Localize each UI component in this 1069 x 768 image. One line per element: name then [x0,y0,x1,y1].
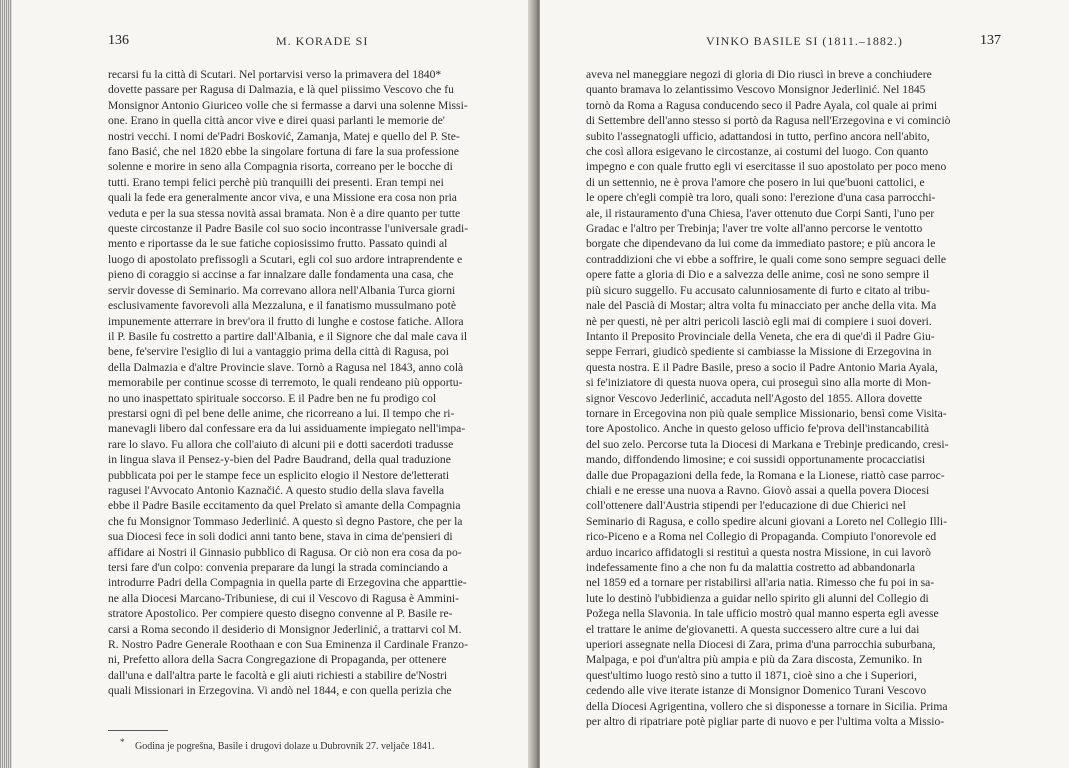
text-line: tersi fare d'un colpo: convenia preparare da lungi la strada cominciando a [108,561,448,574]
right-page [540,0,1069,768]
text-line: ebbe il Padre Basile eccitamento da quel Prelato sì amante della Compagnia [108,499,461,513]
text-line: pieno di coraggio si accinse a far innalzare dalle fondamenta una casa, che [108,268,454,282]
text-line: sua Diocesi fece in soli dodici anni tanto bene, stava in cima de'pensieri di [108,530,453,544]
text-line: Monsignor Antonio Giuriceo volle che si fermasse a darvi una solenne Missi- [108,98,468,112]
text-line: rico-Piceno e a Roma nel Collegio di Propaganda. Compiuto l'onorevole ed [586,530,937,544]
text-line: tutti. Erano tempi felici perchè più tranquilli dei presenti. Eran tempi nei [108,175,444,189]
text-line: più sicuro suggello. Fu accusato calunniosamente di furto e citato al tribu- [586,283,930,297]
text-line: ne alla Diocesi Marcano-Tribuniese, di cui il Vescovo di Ragusa è Ammini- [108,591,459,605]
text-line: tornò da Roma a Ragusa conducendo seco il Padre Ayala, col quale ai primi [586,98,938,112]
text-line: manevagli libero dal confessare era da lui assiduamente impiegato nell'impa- [108,422,466,436]
text-line: le opere ch'egli compiè tra loro, quali sono: l'erezione d'una casa parrocchi- [586,191,936,205]
footnote-text: Godina je pogrešna, Basile i drugovi dolaze u Dubrovnik 27. veljače 1841. [135,741,435,752]
text-line: impunemente atterrare in brev'ora il frutto di lunghe e costose fatiche. Allora [108,314,464,328]
text-line: questa nostra. E il Padre Basile, preso a socio il Padre Antonio Maria Ayala, [586,360,938,374]
left-body-text [108,67,523,699]
left-page-edge [0,0,12,768]
text-line: Gradac e l'altro per Trebinja; l'aver tre volte all'anno percorse le ventotto [586,222,923,236]
text-line: che fu Monsignor Tommaso Jederlinić. A questo sì degno Pastore, che per la [108,514,463,528]
text-line: solenne e morire in seno alla Compagnia risorta, correano per le bocche di [108,160,453,174]
text-line: esclusivamente favorevoli alla Mezzaluna, e il fanatismo mussulmano potè [108,299,457,313]
text-line: memorabile per continue scosse di terremoto, le quali rendeano più opportu- [108,376,463,390]
text-line: opere fatte a gloria di Dio e a salvezza delle anime, così ne sono sempre il [586,268,930,282]
text-line: nè per questi, nè per altri pericoli lasciò egli mai di compiere i suoi doveri. [586,314,932,328]
text-line: prestarsi ogni dì pel bene delle anime, che ricorreano a lui. Il tempo che ri- [108,406,455,420]
running-head-left: M. KORADE SI [276,34,369,48]
text-line: impegno e con quale frutto egli vi esercitasse il suo apostolato per poco meno [586,160,947,174]
text-line: uperiori assegnate nella Diocesi di Zara, prima d'una parrocchia suburbana, [586,638,936,652]
text-line: cedendo alle vive iterate istanze di Monsignor Domenico Turani Vescovo [586,684,927,698]
right-body-text [586,67,1024,729]
text-line: borgate che dipendevano da lui come da immediato pastore; e più ancora le [586,237,936,251]
text-line: dovette passare per Ragusa di Dalmazia, e là quel piissimo Vescovo che fu [108,83,454,97]
text-line: il P. Basile fu costretto a partire dall'Albania, e il Signore che dal male cava il [108,329,468,343]
footnote-marker: * [120,737,125,747]
text-line: arduo incarico affidatogli si restituì a questa nostra Missione, in cui lavorò [586,545,931,559]
text-line: di un settennio, ne è prova l'amore che posero in lui que'buoni cattolici, e [586,175,925,189]
text-line: servir dovesse di Seminario. Ma correvano allora nell'Albania Turca giorni [108,283,456,297]
text-line: dalle due Propagazioni della fede, la Romana e la Lionese, riattò case parroc- [586,468,945,482]
text-line: R. Nostro Padre Generale Roothaan e con Sua Eminenza il Cardinale Franzo- [108,638,468,652]
text-line: indefessamente fino a che non fu da malattia costretto ad abbandonarla [586,561,916,574]
text-line: nel 1859 ed a tornare per ristabilirsi all'aria natia. Rimesso che fu poi in sa- [586,576,935,590]
footnote [120,737,435,752]
footnote-rule [108,730,168,731]
text-line: Seminario di Ragusa, e collo spedire alcuni giovani a Loreto nel Collegio Illi- [586,514,947,528]
text-line: che così allora esigevano le circostanze, ai costumi del luogo. Con quanto [586,145,929,159]
text-line: ale, il ristauramento d'una Chiesa, l'aver ottenuto due Corpi Santi, l'uno per [586,206,935,220]
text-line: ni, Prefetto allora della Sacra Congregazione di Propaganda, per ottenere [108,653,447,667]
text-line: per altro di ripatriare potè pigliar parte di nuovo e per l'ultima volta a Missio- [586,715,945,729]
text-line: signor Vescovo Jederlinić, accaduta nell'Agosto del 1855. Allora dovette [586,391,923,405]
text-line: si fe'iniziatore di questa nuova opera, cui proseguì sino alla morte di Mon- [586,376,931,390]
text-line: chiali e ne eresse una nuova a Ravno. Giovò assai a quella povera Diocesi [586,483,930,497]
text-line: tornare in Ercegovina non più quale semplice Missionario, bensì come Visita- [586,406,947,420]
text-line: bene, fe'servire l'esiglio di lui a vantaggio prima della città di Ragusa, poi [108,345,449,359]
text-line: quest'ultimo luogo restò sino a tutto il 1871, cioè sino a che i Superiori, [586,668,917,682]
text-line: della Diocesi Agrigentina, vollero che si disponesse a tornare in Sicilia. Prima [586,699,948,713]
text-line: coll'ottenere dall'Austria stipendi per l'educazione di due Chierici nel [586,499,906,513]
text-line: el trattare le anime de'giovanetti. A questa successero altre cure a lui dai [586,622,920,636]
running-head-right: VINKO BASILE SI (1811.–1882.) [706,34,903,48]
page-number-right: 137 [980,33,1001,48]
text-line: mando, diffondendo limosine; e coi sussidi opportunamente procacciatisi [586,453,926,467]
text-line: one. Erano in quella città ancor vive e direi quasi parlanti le memorie de' [108,114,445,128]
text-line: nostri vecchi. I nomi de'Padri Bosković, Zamanja, Matej e quello del P. Ste- [108,129,460,143]
text-line: aveva nel maneggiare negozi di gloria di Dio riuscì in breve a conchiudere [586,68,932,81]
text-line: pubblicata poi per le stampe fece un esplicito elogio il Nestore de'letterati [108,468,450,482]
text-line: affidare ai Nostri il Ginnasio pubblico di Ragusa. Or ciò non era cosa da po- [108,545,462,559]
text-line: Intanto il Preposito Provinciale della Veneta, che era di que'dì il Padre Giu- [586,329,935,343]
text-line: quanto bramava lo zelantissimo Vescovo Monsignor Jederlinić. Nel 1845 [586,83,926,97]
text-line: seppe Ferrari, giudicò spediente si cambiasse la Missione di Erzegovina in [586,345,932,359]
text-line: della Dalmazia e d'altre Provincie slave. Tornò a Ragusa nel 1843, anno colà [108,360,464,374]
text-line: tore Apostolico. Anche in questo geloso ufficio fe'prova dell'instancabilità [586,422,929,436]
text-line: veduta e per la sua stessa novità assai bramata. Non è a dire quanto per tutte [108,206,461,220]
text-line: carsi a Roma secondo il desiderio di Monsignor Jederlinić, a trattarvi col M. [108,622,462,636]
text-line: quali la fede era generalmente ancor viva, e una Missione era cosa non pria [108,191,457,205]
text-line: queste circostanze il Padre Basile col suo socio incontrasse l'universale gradi- [108,222,469,236]
text-line: Malpaga, e poi d'un'altra più ampia e più da Zara discosta, Zemuniko. In [586,653,923,667]
text-line: dall'una e dall'altra parte le facoltà e gli aiuti richiesti a stabilire de'Nostri [108,668,448,682]
text-line: nale del Pascià di Mostar; altra volta fu minacciato per anche della vita. Ma [586,299,937,313]
text-line: del suo zelo. Percorse tuta la Diocesi di Markana e Trebinje predicando, cresi- [586,437,949,451]
text-line: mento e riportasse da le sue fatiche copiosissimo frutto. Passato quindi al [108,237,448,251]
text-line: stratore Apostolico. Per compiere questo disegno convenne al P. Basile re- [108,607,453,621]
text-line: no uno inaspettato spirituale soccorso. E il Padre ben ne fu prodigo col [108,391,437,405]
text-line: rare lo slavo. Fu allora che coll'aiuto di alcuni pii e dotti sacerdoti tradusse [108,437,454,451]
text-line: lute lo destinò l'ubbidienza a guidar nello spirito gli alunni del Collegio di [586,591,929,605]
text-line: Požega nella Slavonia. In tale ufficio mostrò qual manno esperta egli avesse [586,607,939,621]
text-line: ragusei l'Avvocato Antonio Kaznačić. A questo studio della slava favella [108,483,445,497]
text-line: recarsi fu la città di Scutari. Nel portarvisi verso la primavera del 1840* [108,68,442,81]
text-line: fano Basić, che nel 1820 ebbe la singolare fortuna di fare la sua professione [108,145,459,159]
text-line: quali Missionari in Erzegovina. Vi andò nel 1844, e con quella perizia che [108,684,452,698]
text-line: in lingua slava il Pensez-y-bien del Padre Baudrand, della qual traduzione [108,453,451,467]
text-line: introdurre Padri della Compagnia in quella parte di Erzegovina che apparttie- [108,576,467,590]
text-line: contraddizioni che vi ebbe a soffrire, le quali come sono sempre seguaci delle [586,252,947,266]
text-line: subito l'assegnatogli ufficio, adattandosi in tutto, perfino ancora nell'abito, [586,129,930,143]
text-line: luogo di apostolato prefissogli a Scutari, egli col suo ardore intraprendente e [108,252,463,266]
page-number-left: 136 [108,33,129,48]
text-line: di Settembre dell'anno stesso si portò da Ragusa nell'Erzegovina e vi cominciò [586,114,951,128]
